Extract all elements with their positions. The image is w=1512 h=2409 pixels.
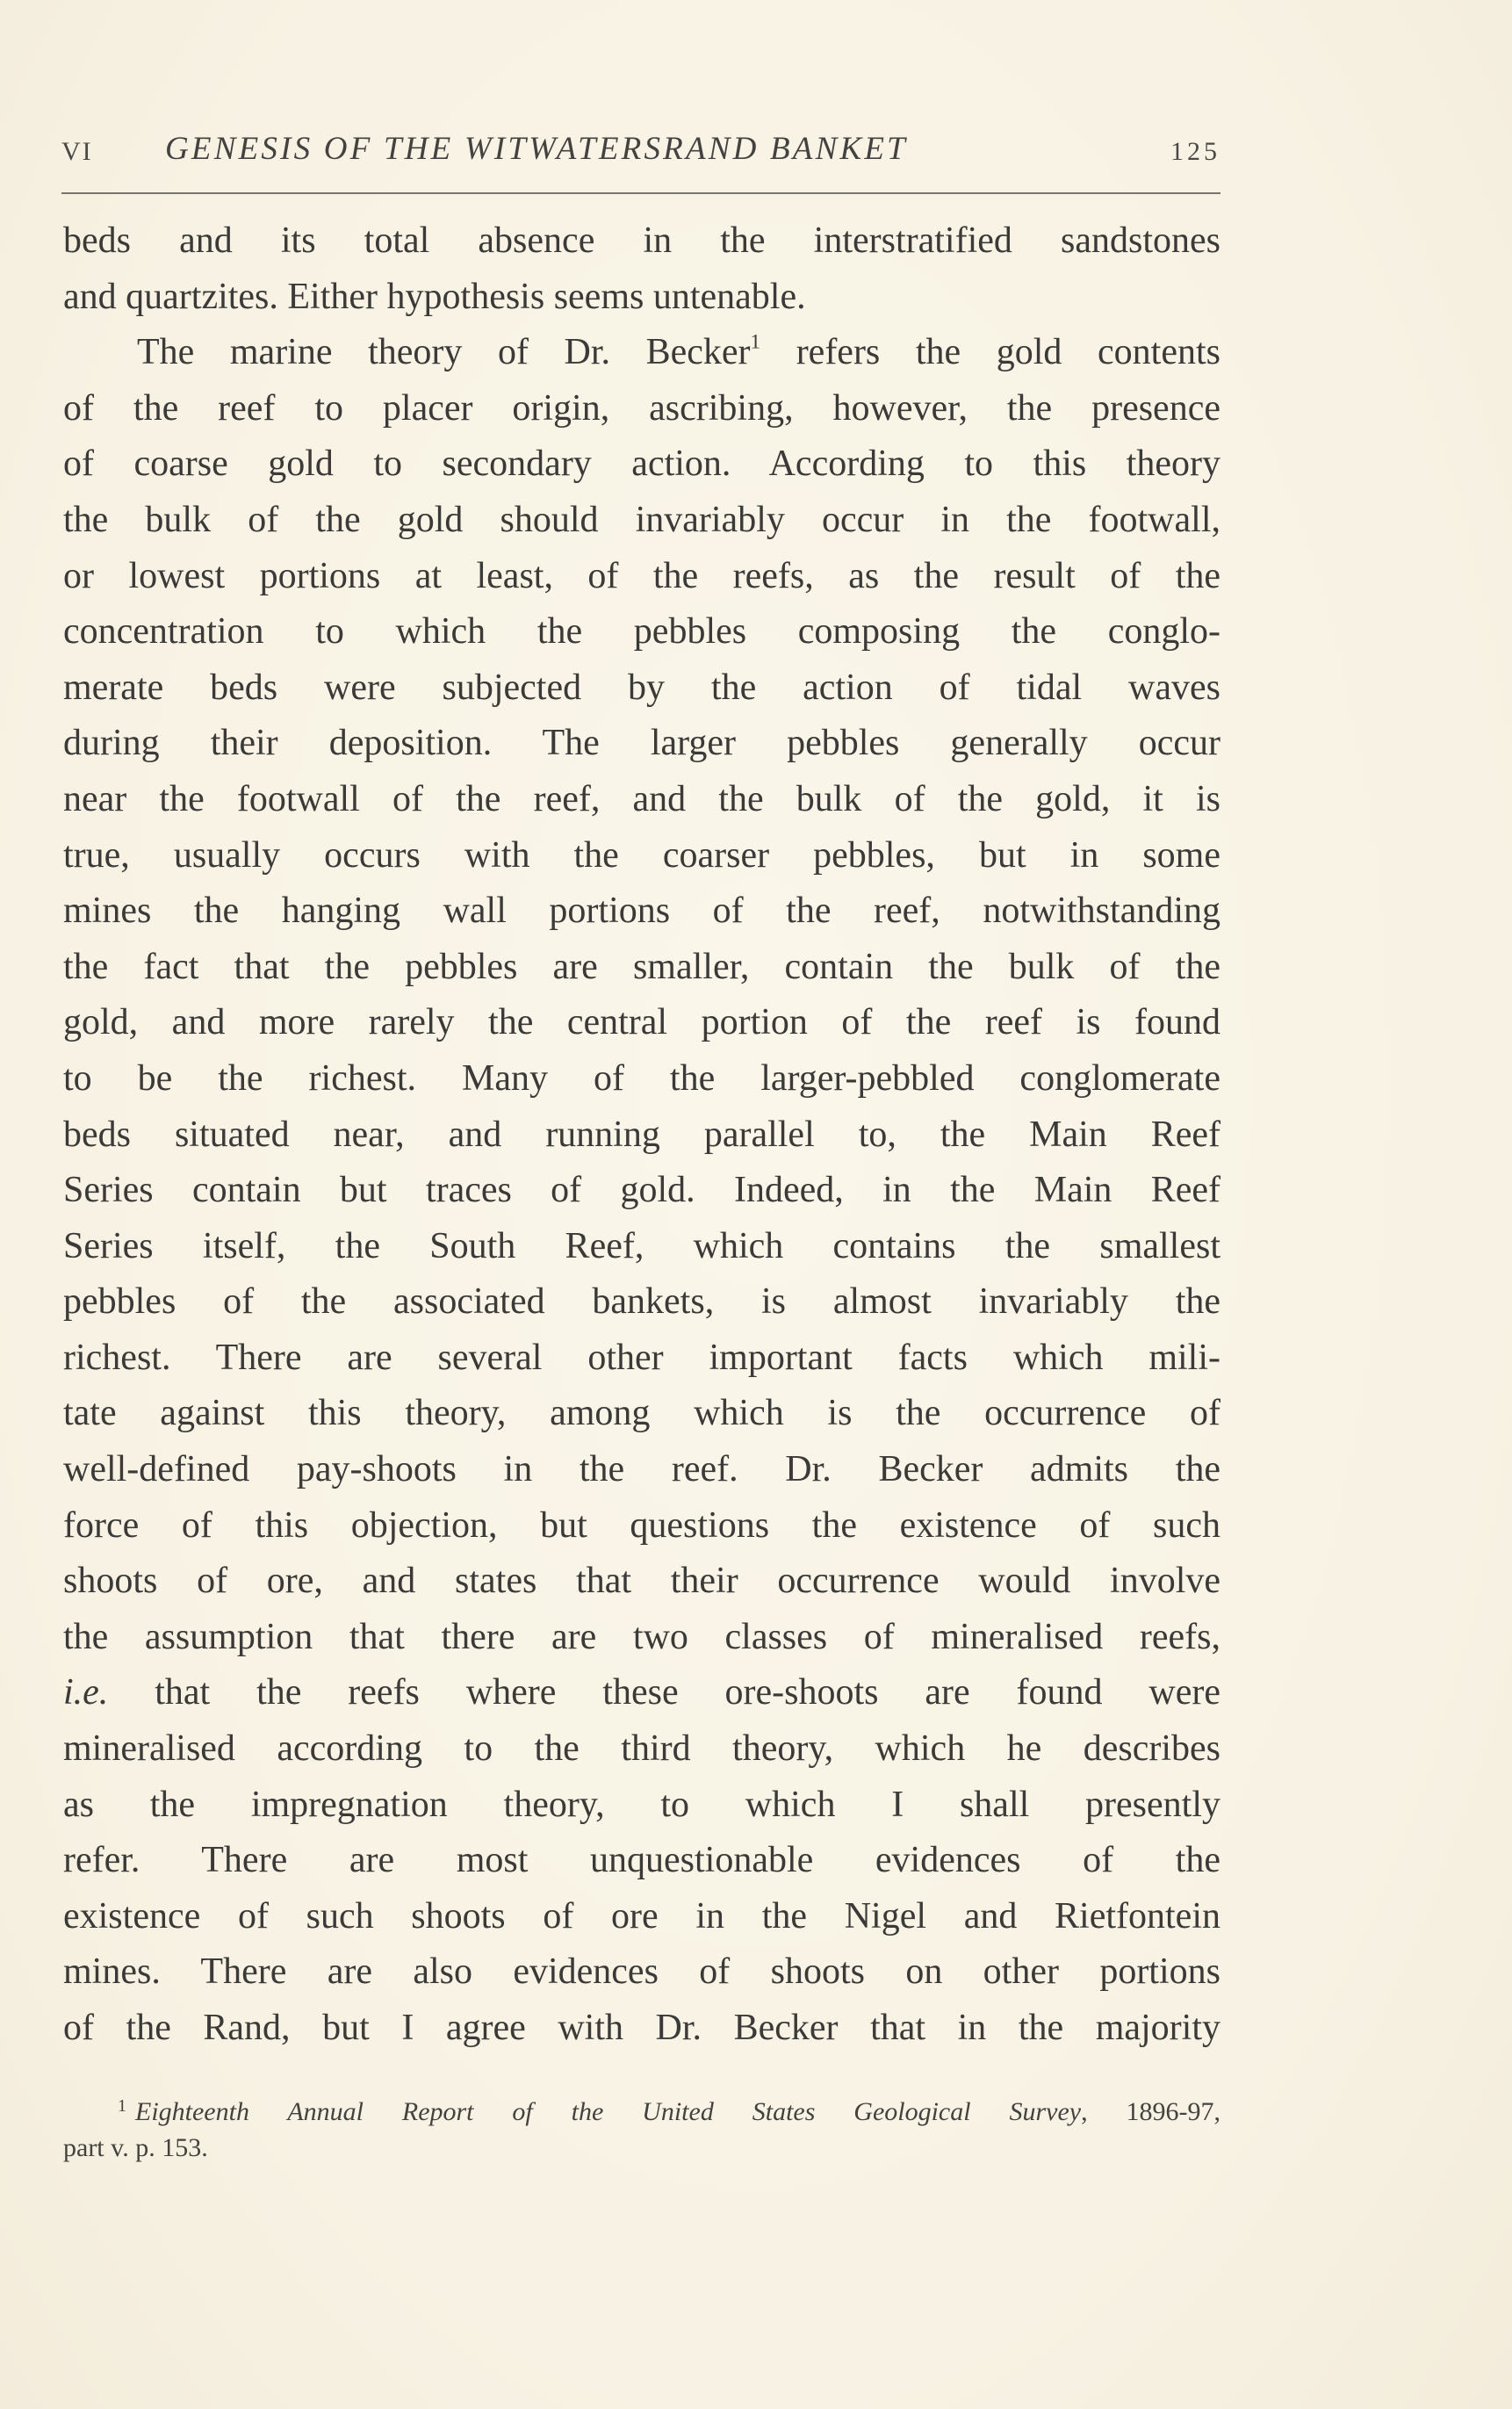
text-line: well-defined pay-shoots in the reef. Dr. Becker admits the [63, 1449, 1220, 1490]
text-line: shoots of ore, and states that their occurrence would involve [63, 1561, 1220, 1602]
footnote-marker: 1 [118, 2096, 126, 2116]
text-line: gold, and more rarely the central portion of the reef is found [63, 1002, 1220, 1043]
text-line: existence of such shoots of ore in the Nigel and Rietfontein [63, 1895, 1220, 1937]
text-line: or lowest portions at least, of the reefs, as the result of the [63, 555, 1220, 596]
text-line: concentration to which the pebbles composing the conglo- [63, 611, 1220, 653]
footnote-line: part v. p. 153. [63, 2133, 208, 2162]
footnote-years: , 1896-97, [1081, 2097, 1220, 2126]
text-line: refer. There are most unquestionable evidences of the [63, 1840, 1220, 1881]
footnote-source-title: Eighteenth Annual Report of the United States Geological Survey [135, 2097, 1082, 2126]
text-line: richest. There are several other important facts which mili- [63, 1337, 1220, 1378]
text-line: the fact that the pebbles are smaller, contain the bulk of the [63, 946, 1220, 987]
text-line: mineralised according to the third theory, which he describes [63, 1728, 1220, 1770]
text-line-paragraph-start [63, 325, 1220, 381]
text-line: true, usually occurs with the coarser pebbles, but in some [63, 834, 1220, 876]
running-title: GENESIS OF THE WITWATERSRAND BANKET [165, 131, 908, 167]
page-number: 125 [1170, 137, 1220, 166]
text-line: mines the hanging wall portions of the reef, notwithstanding [63, 891, 1220, 932]
header-rule [61, 192, 1220, 194]
text-line: beds and its total absence in the interstratified sandstones [63, 220, 1220, 261]
text-line: to be the richest. Many of the larger-pebbled conglomerate [63, 1057, 1220, 1099]
text-fragment: The marine theory of Dr. Becker [137, 332, 751, 373]
text-fragment: refers the gold contents [796, 332, 1220, 373]
text-line: of coarse gold to secondary action. According to this theory [63, 444, 1220, 485]
footnote-line [63, 2088, 1220, 2130]
text-line: and quartzites. Either hypothesis seems untenable. [63, 276, 806, 317]
body-text [63, 213, 1220, 2057]
text-line: merate beds were subjected by the action of tidal waves [63, 667, 1220, 708]
running-head [61, 130, 1220, 170]
text-line: Series contain but traces of gold. Indeed, in the Main Reef [63, 1170, 1220, 1211]
text-line: pebbles of the associated bankets, is almost invariably the [63, 1281, 1220, 1323]
footnote-reference[interactable]: 1 [750, 329, 761, 353]
text-line: of the reef to placer origin, ascribing, however, the presence [63, 387, 1220, 429]
text-line: the assumption that there are two classes of mineralised reefs, [63, 1616, 1220, 1657]
chapter-number: VI [61, 137, 93, 166]
text-line: Series itself, the South Reef, which contains the smallest [63, 1225, 1220, 1266]
text-line: the bulk of the gold should invariably occur in the footwall, [63, 499, 1220, 540]
text-line: as the impregnation theory, to which I shall presently [63, 1784, 1220, 1825]
text-line: tate against this theory, among which is the occurrence of [63, 1393, 1220, 1434]
text-line: near the footwall of the reef, and the bulk of the gold, it is [63, 778, 1220, 819]
text-fragment: that the reefs where these ore-shoots are found were [155, 1672, 1221, 1713]
text-line: force of this objection, but questions the existence of such [63, 1504, 1220, 1546]
footnote [63, 2088, 1220, 2166]
text-line: of the Rand, but I agree with Dr. Becker that in the majority [63, 2008, 1220, 2048]
text-line: beds situated near, and running parallel to, the Main Reef [63, 1114, 1220, 1155]
text-line-with-abbrev [63, 1665, 1220, 1721]
text-line: mines. There are also evidences of shoots on other portions [63, 1951, 1220, 1993]
ie-abbreviation: i.e. [63, 1672, 109, 1713]
text-line: during their deposition. The larger pebbles generally occur [63, 723, 1220, 764]
